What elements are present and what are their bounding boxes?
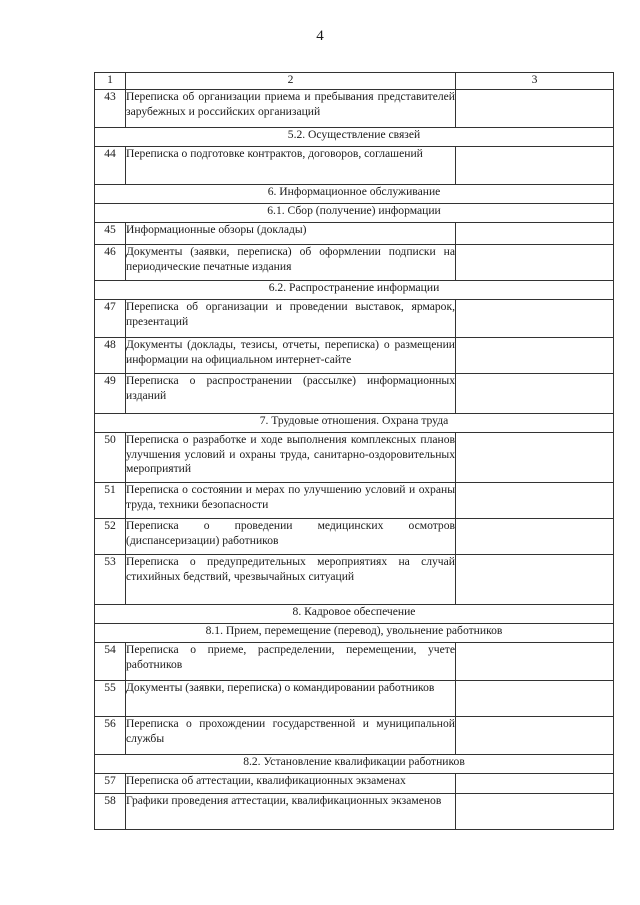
row-text: Переписка об организации и проведении выставок, ярмарок, презентаций	[126, 300, 456, 338]
section-row	[95, 204, 614, 223]
section-heading: 8. Кадровое обеспечение	[95, 605, 614, 624]
row-number: 51	[95, 483, 126, 519]
row-text: Переписка о проведении медицинских осмотров (диспансеризации) работников	[126, 519, 456, 555]
row-number: 47	[95, 300, 126, 338]
page-number: 4	[316, 28, 324, 44]
row-text: Переписка о подготовке контрактов, договоров, соглашений	[126, 147, 456, 185]
row-text: Переписка о предупредительных мероприятиях на случай стихийных бедствий, чрезвычайных ситуаций	[126, 555, 456, 605]
row-note	[456, 774, 614, 794]
row-number: 46	[95, 245, 126, 281]
row-number: 57	[95, 774, 126, 794]
section-heading: 8.1. Прием, перемещение (перевод), увольнение работников	[95, 624, 614, 643]
table-row	[95, 90, 614, 128]
row-text: Документы (заявки, переписка) о командировании работников	[126, 681, 456, 717]
row-number: 55	[95, 681, 126, 717]
row-number: 50	[95, 433, 126, 483]
table-row	[95, 717, 614, 755]
table-row	[95, 643, 614, 681]
table-row	[95, 681, 614, 717]
row-note	[456, 245, 614, 281]
row-text: Документы (заявки, переписка) об оформлении подписки на периодические печатные издания	[126, 245, 456, 281]
row-note	[456, 374, 614, 414]
row-note	[456, 643, 614, 681]
row-note	[456, 433, 614, 483]
table-row	[95, 555, 614, 605]
row-number: 49	[95, 374, 126, 414]
section-row	[95, 281, 614, 300]
row-text: Графики проведения аттестации, квалификационных экзаменов	[126, 794, 456, 830]
row-note	[456, 90, 614, 128]
row-text: Документы (доклады, тезисы, отчеты, переписка) о размещении информации на официальном интернет-сайте	[126, 338, 456, 374]
row-text: Информационные обзоры (доклады)	[126, 223, 456, 245]
section-heading: 6.2. Распространение информации	[95, 281, 614, 300]
row-text: Переписка о состоянии и мерах по улучшению условий и охраны труда, техники безопасности	[126, 483, 456, 519]
row-text: Переписка об аттестации, квалификационных экзаменах	[126, 774, 456, 794]
table-row	[95, 794, 614, 830]
row-text: Переписка о разработке и ходе выполнения комплексных планов улучшения условий и охраны труда, санитарно-оздоровительных мероприятий	[126, 433, 456, 483]
row-number: 54	[95, 643, 126, 681]
table-row	[95, 147, 614, 185]
records-table	[94, 72, 614, 830]
row-number: 44	[95, 147, 126, 185]
row-text: Переписка о распространении (рассылке) информационных изданий	[126, 374, 456, 414]
table-row	[95, 338, 614, 374]
table-row	[95, 483, 614, 519]
table-row	[95, 433, 614, 483]
row-note	[456, 794, 614, 830]
section-row	[95, 185, 614, 204]
row-text: Переписка о прохождении государственной и муниципальной службы	[126, 717, 456, 755]
row-note	[456, 483, 614, 519]
header-col-2: 2	[126, 73, 456, 90]
row-note	[456, 555, 614, 605]
section-heading: 6.1. Сбор (получение) информации	[95, 204, 614, 223]
row-number: 52	[95, 519, 126, 555]
row-number: 43	[95, 90, 126, 128]
table-row	[95, 300, 614, 338]
row-number: 53	[95, 555, 126, 605]
row-text: Переписка о приеме, распределении, перемещении, учете работников	[126, 643, 456, 681]
header-col-3: 3	[456, 73, 614, 90]
header-col-1: 1	[95, 73, 126, 90]
section-row	[95, 755, 614, 774]
section-row	[95, 128, 614, 147]
row-note	[456, 300, 614, 338]
row-note	[456, 681, 614, 717]
row-note	[456, 519, 614, 555]
table-row	[95, 374, 614, 414]
section-row	[95, 605, 614, 624]
table-row	[95, 774, 614, 794]
row-text: Переписка об организации приема и пребывания представителей зарубежных и российских организаций	[126, 90, 456, 128]
table-row	[95, 223, 614, 245]
table-header-row	[95, 73, 614, 90]
row-note	[456, 717, 614, 755]
section-heading: 7. Трудовые отношения. Охрана труда	[95, 414, 614, 433]
row-number: 56	[95, 717, 126, 755]
table-row	[95, 519, 614, 555]
row-note	[456, 147, 614, 185]
row-number: 45	[95, 223, 126, 245]
section-heading: 6. Информационное обслуживание	[95, 185, 614, 204]
section-row	[95, 624, 614, 643]
table-row	[95, 245, 614, 281]
section-heading: 8.2. Установление квалификации работников	[95, 755, 614, 774]
row-number: 48	[95, 338, 126, 374]
row-number: 58	[95, 794, 126, 830]
row-note	[456, 223, 614, 245]
section-heading: 5.2. Осуществление связей	[95, 128, 614, 147]
row-note	[456, 338, 614, 374]
section-row	[95, 414, 614, 433]
